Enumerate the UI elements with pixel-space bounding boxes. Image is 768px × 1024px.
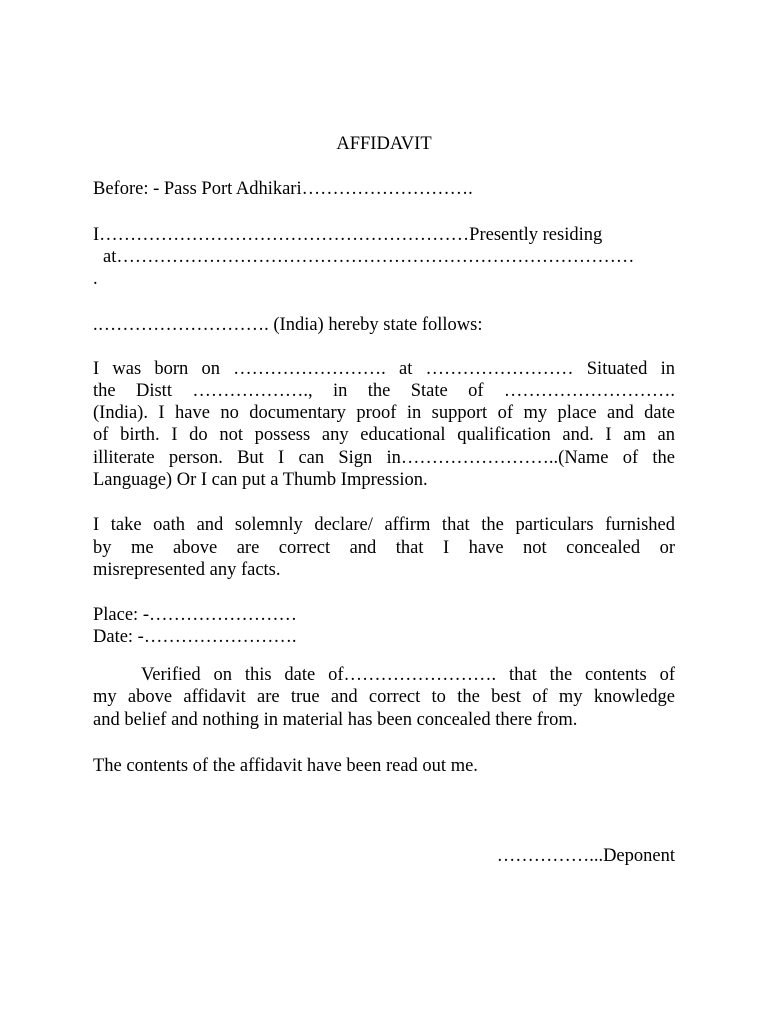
verification-line-3: and belief and nothing in material has been concealed there from.: [93, 710, 578, 730]
contents-read-line: The contents of the affidavit have been read out me.: [93, 756, 478, 776]
birth-paragraph-line-3: (India). I have no documentary proof in support of my place and date: [93, 403, 675, 423]
birth-paragraph-line-5: illiterate person. But I can Sign in……………………..(Name of the: [93, 448, 675, 468]
birth-paragraph-line-1: I was born on ……………………. at …………………… Situated in: [93, 359, 675, 379]
oath-paragraph-line-3: misrepresented any facts.: [93, 560, 281, 580]
birth-paragraph-line-2: the Distt ………………., in the State of ……………………….: [93, 381, 675, 401]
place-line: Place: -……………………: [93, 605, 297, 625]
date-line: Date: -…………………….: [93, 627, 297, 647]
before-line: Before: - Pass Port Adhikari……………………….: [93, 179, 473, 199]
birth-paragraph-line-4: of birth. I do not possess any educational qualification and. I am an: [93, 425, 675, 445]
deponent-signature-line: ……………...Deponent: [496, 846, 675, 866]
address-line: at…………………………………………………………………………: [103, 247, 635, 267]
india-line: .………………………. (India) hereby state follows:: [93, 315, 483, 335]
oath-paragraph-line-2: by me above are correct and that I have not concealed or: [93, 538, 675, 558]
name-line: I……………………………………………………Presently residing: [93, 225, 603, 245]
verification-line-1: Verified on this date of……………………. that the contents of: [141, 665, 675, 685]
oath-paragraph-line-1: I take oath and solemnly declare/ affirm that the particulars furnished: [93, 515, 675, 535]
birth-paragraph-line-6: Language) Or I can put a Thumb Impression.: [93, 470, 428, 490]
document-title: AFFIDAVIT: [336, 134, 432, 154]
verification-line-2: my above affidavit are true and correct to the best of my knowledge: [93, 687, 675, 707]
address-line-end: .: [93, 269, 98, 289]
